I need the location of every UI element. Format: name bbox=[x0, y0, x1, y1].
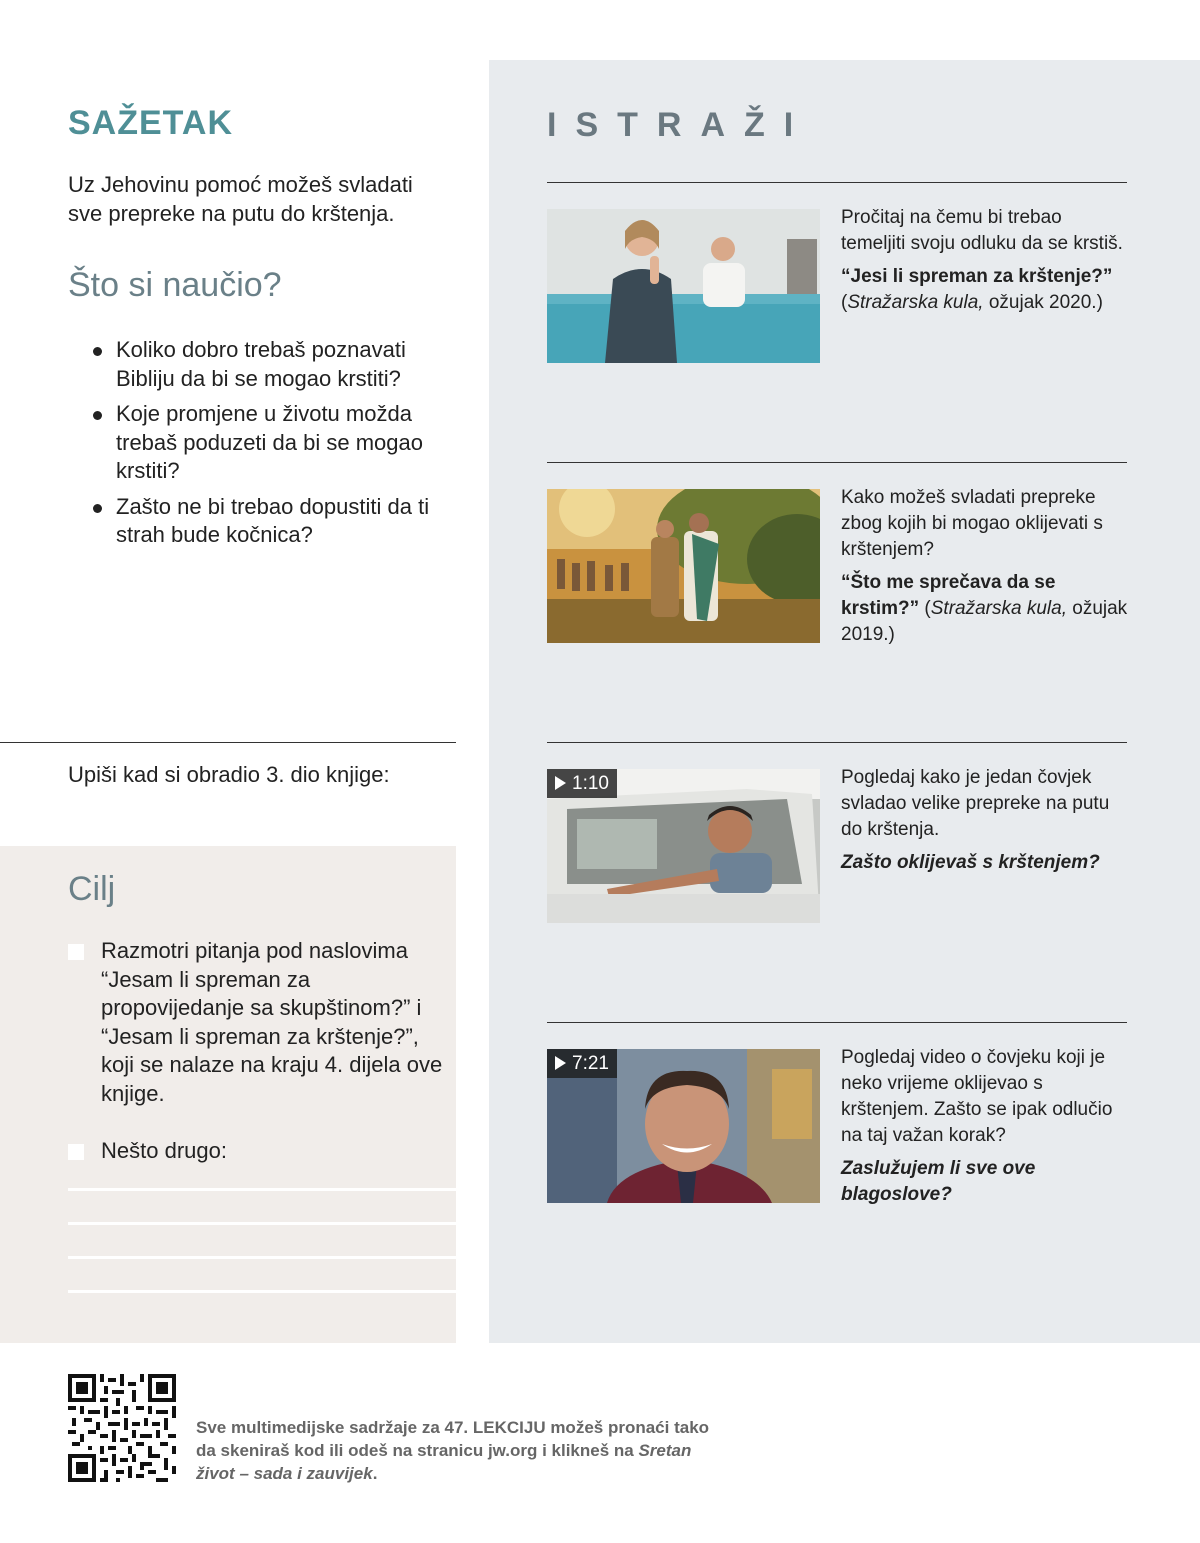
video-duration-badge bbox=[547, 1049, 617, 1078]
bullet-icon bbox=[93, 347, 102, 356]
question-text: Koje promjene u životu možda trebaš poduzeti da bi se mogao krstiti? bbox=[116, 401, 423, 483]
goal-item-text: Razmotri pitanja pod naslovima “Jesam li spreman za propovijedanje sa skupštinom?” i “Jesam li spreman za krštenje?”, koji se nalaze na kraju 4. dijela ove knjige. bbox=[101, 938, 443, 1106]
write-in-line[interactable] bbox=[68, 1188, 456, 1191]
card-text bbox=[841, 205, 1131, 316]
video-title-link[interactable]: Zaslužujem li sve ove blagoslove? bbox=[841, 1158, 1036, 1205]
video-duration-badge bbox=[547, 769, 617, 798]
question-text: Koliko dobro trebaš poznavati Bibliju da bi se mogao krstiti? bbox=[116, 337, 406, 391]
divider bbox=[547, 182, 1127, 183]
bullet-icon bbox=[93, 504, 102, 513]
article-reference[interactable] bbox=[841, 264, 1131, 316]
card-description: Pogledaj kako je jedan čovjek svladao velike prepreke na putu do krštenja. bbox=[841, 767, 1110, 840]
footer-link-title[interactable]: Sretan život – sada i zauvijek bbox=[196, 1441, 692, 1483]
card-text bbox=[841, 765, 1131, 876]
question-text: Zašto ne bi trebao dopustiti da ti strah bude kočnica? bbox=[116, 493, 430, 547]
article-reference[interactable] bbox=[841, 570, 1131, 648]
biblical-painting-image bbox=[547, 489, 820, 643]
article-thumbnail-baptism[interactable] bbox=[547, 209, 820, 363]
play-icon bbox=[555, 1056, 566, 1070]
goal-title: Cilj bbox=[68, 870, 116, 908]
article-thumbnail-painting[interactable] bbox=[547, 489, 820, 643]
baptism-image bbox=[547, 209, 820, 363]
goal-checkbox-item[interactable] bbox=[68, 1137, 448, 1167]
summary-text: Uz Jehovinu pomoć možeš svladati sve prepreke na putu do krštenja. bbox=[68, 172, 413, 226]
question-item bbox=[90, 400, 460, 486]
article-title-link[interactable]: “Jesi li spreman za krštenje?” bbox=[841, 266, 1113, 287]
ref-date: ožujak 2020.) bbox=[983, 292, 1103, 313]
bullet-icon bbox=[93, 411, 102, 420]
divider bbox=[0, 742, 456, 743]
qr-code-icon[interactable] bbox=[68, 1374, 176, 1482]
card-description: Pogledaj video o čovjeku koji je neko vrijeme oklijevao s krštenjem. Zašto se ipak odlučio na taj važan korak? bbox=[841, 1047, 1113, 1146]
checkbox[interactable] bbox=[68, 944, 84, 960]
checkbox[interactable] bbox=[68, 1144, 84, 1160]
footer-text bbox=[196, 1416, 716, 1485]
article-title-link[interactable]: “Što me sprečava da se krstim?” bbox=[841, 572, 1056, 619]
duration-text: 1:10 bbox=[572, 773, 609, 794]
write-in-line[interactable] bbox=[68, 1222, 456, 1225]
divider bbox=[547, 742, 1127, 743]
divider bbox=[547, 462, 1127, 463]
ref-paren: ( bbox=[841, 292, 848, 313]
question-list bbox=[90, 336, 460, 557]
video-thumbnail-interview[interactable] bbox=[547, 1049, 820, 1203]
play-icon bbox=[555, 776, 566, 790]
goal-item-text: Nešto drugo: bbox=[101, 1138, 227, 1163]
qr-code-graphic bbox=[68, 1374, 176, 1482]
write-in-line[interactable] bbox=[68, 1290, 456, 1293]
ref-source: Stražarska kula, bbox=[847, 292, 984, 313]
card-description: Kako možeš svladati prepreke zbog kojih bi mogao oklijevati s krštenjem? bbox=[841, 487, 1103, 560]
footer-text-end: . bbox=[372, 1464, 378, 1483]
divider bbox=[547, 1022, 1127, 1023]
question-item bbox=[90, 336, 460, 393]
goal-checkbox-item[interactable] bbox=[68, 937, 448, 1112]
card-text bbox=[841, 1045, 1131, 1208]
ref-date: ožujak 2019.) bbox=[841, 598, 1128, 645]
video-thumbnail-driver[interactable] bbox=[547, 769, 820, 923]
ref-paren: ( bbox=[919, 598, 931, 619]
question-item bbox=[90, 493, 460, 550]
record-prompt: Upiši kad si obradio 3. dio knjige: bbox=[68, 762, 390, 787]
duration-text: 7:21 bbox=[572, 1053, 609, 1074]
footer-text-main: Sve multimedijske sadržaje za 47. LEKCIJU možeš pronaći tako da skeniraš kod ili odeš na stranicu jw.org i klikneš na bbox=[196, 1418, 710, 1460]
learned-title: Što si naučio? bbox=[68, 266, 282, 304]
card-description: Pročitaj na čemu bi trebao temeljiti svoju odluku da se krstiš. bbox=[841, 207, 1123, 254]
summary-title: SAŽETAK bbox=[68, 104, 234, 142]
write-in-line[interactable] bbox=[68, 1256, 456, 1259]
ref-source: Stražarska kula, bbox=[930, 598, 1067, 619]
video-title-link[interactable]: Zašto oklijevaš s krštenjem? bbox=[841, 852, 1100, 873]
explore-title: ISTRAŽI bbox=[547, 106, 813, 144]
card-text bbox=[841, 485, 1131, 648]
